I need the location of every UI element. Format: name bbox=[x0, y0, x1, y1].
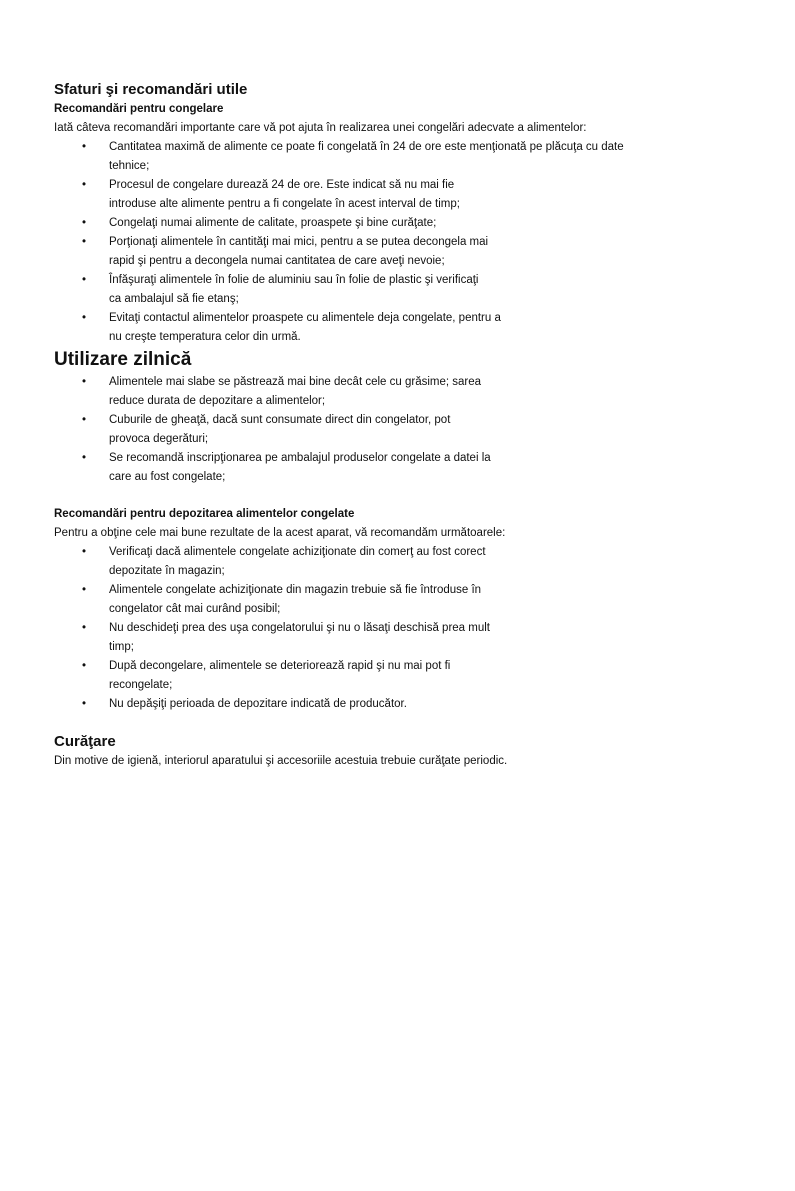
list-item-text: Verificaţi dacă alimentele congelate achiziţionate din comerţ au fost corect depozitate în magazin; bbox=[109, 546, 486, 577]
list-item-text: Porţionaţi alimentele în cantităţi mai mici, pentru a se putea decongela mai rapid şi pentru a decongela numai cantitatea de care aveţi nevoie; bbox=[109, 236, 489, 267]
spacer bbox=[54, 714, 754, 732]
intro-paragraph: Iată câteva recomandări importante care vă pot ajuta în realizarea unei congelări adecvate a alimentelor: bbox=[54, 122, 587, 134]
list-item bbox=[54, 619, 754, 657]
bullet-marker: • bbox=[82, 274, 87, 286]
bullet-marker: • bbox=[82, 236, 87, 248]
list-item bbox=[54, 581, 754, 619]
storage-tips-list bbox=[54, 543, 754, 714]
bullet-marker: • bbox=[82, 584, 87, 596]
list-item-text: Nu deschideţi prea des uşa congelatorului şi nu o lăsaţi deschisă prea mult timp; bbox=[109, 622, 490, 653]
list-item bbox=[54, 657, 754, 695]
list-item bbox=[54, 309, 754, 347]
list-item-text: Evitaţi contactul alimentelor proaspete cu alimentele deja congelate, pentru a nu creşte temperatura celor din urmă. bbox=[109, 312, 501, 343]
list-item-text: Alimentele congelate achiziţionate din magazin trebuie să fie întroduse în congelator cât mai curând posibil; bbox=[109, 584, 482, 615]
list-item bbox=[54, 449, 754, 487]
subtitle-depozitare: Recomandări pentru depozitarea alimentelor congelate bbox=[54, 508, 355, 520]
bullet-marker: • bbox=[82, 179, 87, 191]
cleaning-paragraph: Din motive de igienă, interiorul aparatului şi accesoriile acestuia trebuie curăţate periodic. bbox=[54, 755, 508, 767]
daily-use-list bbox=[54, 373, 754, 487]
list-item bbox=[54, 543, 754, 581]
bullet-marker: • bbox=[82, 546, 87, 558]
bullet-marker: • bbox=[82, 698, 87, 710]
bullet-marker: • bbox=[82, 312, 87, 324]
list-item bbox=[54, 411, 754, 449]
bullet-marker: • bbox=[82, 217, 87, 229]
section-title-curatare: Curăţare bbox=[54, 733, 116, 750]
bullet-marker: • bbox=[82, 660, 87, 672]
spacer bbox=[54, 487, 754, 505]
section-title-utilizare: Utilizare zilnică bbox=[54, 349, 192, 370]
freezing-tips-list bbox=[54, 138, 754, 347]
list-item bbox=[54, 373, 754, 411]
list-item bbox=[54, 176, 754, 214]
list-item bbox=[54, 138, 754, 176]
list-item bbox=[54, 695, 754, 714]
list-item bbox=[54, 233, 754, 271]
list-item-text: După decongelare, alimentele se deteriorează rapid şi nu mai pot fi recongelate; bbox=[109, 660, 451, 691]
section-title-sfaturi: Sfaturi şi recomandări utile bbox=[54, 81, 248, 98]
bullet-marker: • bbox=[82, 414, 87, 426]
list-item-text: Procesul de congelare durează 24 de ore. Este indicat să nu mai fie introduse alte alimente pentru a fi congelate în acest interval de timp; bbox=[109, 179, 460, 210]
list-item-text: Congelaţi numai alimente de calitate, proaspete şi bine curăţate; bbox=[109, 217, 437, 229]
bullet-marker: • bbox=[82, 622, 87, 634]
list-item-text: Se recomandă inscripţionarea pe ambalajul produselor congelate a datei la care au fost congelate; bbox=[109, 452, 491, 483]
bullet-marker: • bbox=[82, 141, 87, 153]
list-item-text: Cuburile de gheaţă, dacă sunt consumate direct din congelator, pot provoca degerături; bbox=[109, 414, 451, 445]
list-item-text: Alimentele mai slabe se păstrează mai bine decât cele cu grăsime; sarea reduce durata de depozitare a alimentelor; bbox=[109, 376, 482, 407]
list-item-text: Nu depăşiţi perioada de depozitare indicată de producător. bbox=[109, 698, 407, 710]
list-item-text: Cantitatea maximă de alimente ce poate fi congelată în 24 de ore este menţionată pe plăcuţa cu date tehnice; bbox=[109, 141, 624, 172]
bullet-marker: • bbox=[82, 452, 87, 464]
bullet-marker: • bbox=[82, 376, 87, 388]
list-item-text: Înfăşuraţi alimentele în folie de aluminiu sau în folie de plastic şi verificaţi ca ambalajul să fie etanş; bbox=[109, 274, 479, 305]
document-page bbox=[54, 80, 754, 771]
list-item bbox=[54, 271, 754, 309]
list-item bbox=[54, 214, 754, 233]
subtitle-recomandari-congelare: Recomandări pentru congelare bbox=[54, 103, 224, 115]
storage-intro-paragraph: Pentru a obţine cele mai bune rezultate de la acest aparat, vă recomandăm următoarele: bbox=[54, 527, 506, 539]
